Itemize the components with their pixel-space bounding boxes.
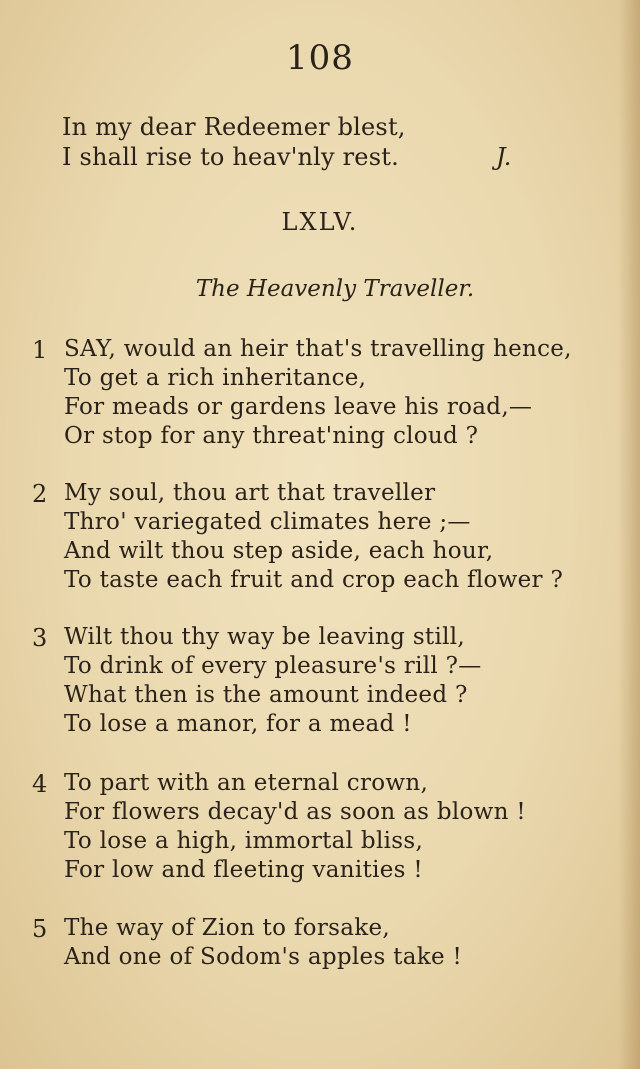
stanza-line: Or stop for any threat'ning cloud ? bbox=[64, 423, 479, 449]
stanza-line: Thro' variegated climates here ;— bbox=[64, 509, 471, 535]
author-signature: J. bbox=[496, 143, 512, 171]
stanza-line: For low and fleeting vanities ! bbox=[64, 857, 423, 883]
stanza-line: To taste each fruit and crop each flower ? bbox=[64, 567, 564, 593]
page-number: 108 bbox=[286, 38, 354, 78]
stanza-line: For meads or gardens leave his road,— bbox=[64, 394, 533, 420]
previous-hymn-line: I shall rise to heav'nly rest. bbox=[62, 143, 399, 171]
stanza-number: 5 bbox=[32, 915, 48, 943]
page-edge-shadow bbox=[618, 0, 640, 1069]
stanza-line: To lose a manor, for a mead ! bbox=[64, 711, 412, 737]
stanza-line: Wilt thou thy way be leaving still, bbox=[64, 624, 466, 650]
stanza-line: What then is the amount indeed ? bbox=[64, 682, 468, 708]
stanza-number: 2 bbox=[32, 480, 48, 508]
stanza-number: 4 bbox=[32, 770, 48, 798]
stanza-line: The way of Zion to forsake, bbox=[64, 915, 390, 941]
hymn-title: The Heavenly Traveller. bbox=[195, 276, 475, 302]
stanza-line: To lose a high, immortal bliss, bbox=[64, 828, 424, 854]
stanza-line: To get a rich inheritance, bbox=[64, 365, 367, 391]
stanza-line: For flowers decay'd as soon as blown ! bbox=[64, 799, 526, 825]
hymn-number: LXLV. bbox=[281, 208, 359, 236]
stanza-line: My soul, thou art that traveller bbox=[64, 480, 436, 506]
stanza-number: 3 bbox=[32, 624, 48, 652]
stanza-line: And one of Sodom's apples take ! bbox=[64, 944, 463, 970]
stanza-line: To drink of every pleasure's rill ?— bbox=[64, 653, 482, 679]
stanza-line: SAY, would an heir that's travelling hence, bbox=[64, 336, 572, 362]
stanza-number: 1 bbox=[32, 336, 48, 364]
stanza-line: And wilt thou step aside, each hour, bbox=[64, 538, 494, 564]
stanza-line: To part with an eternal crown, bbox=[64, 770, 429, 796]
previous-hymn-line: In my dear Redeemer blest, bbox=[62, 113, 406, 141]
